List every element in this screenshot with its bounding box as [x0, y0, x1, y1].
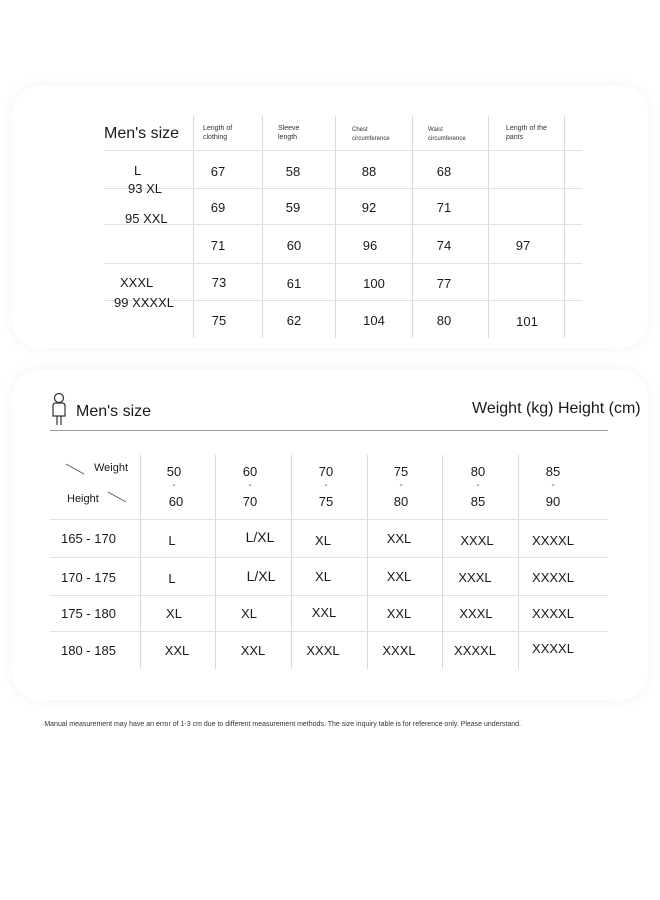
- table1-rule: [104, 150, 582, 151]
- size-label: 99 XXXXL: [114, 295, 174, 310]
- size-label: XXXL: [120, 275, 154, 290]
- header-length-clothing: Length of clothing: [203, 125, 233, 141]
- weight-sep: -: [551, 480, 555, 491]
- size-cell: XL: [315, 569, 331, 584]
- size-label: 93 XL: [128, 181, 162, 196]
- measurement-note: ·Manual measurement may have an error of 1-3 cm due to different measurement methods. The size inquiry table is for reference only. Please understand.: [42, 721, 521, 728]
- table1-cell: 67: [210, 164, 226, 179]
- table1-cell: 96: [362, 238, 378, 253]
- size-cell: XXXL: [306, 643, 340, 658]
- table1-cell: 104: [363, 313, 385, 328]
- size-cell: XL: [315, 533, 331, 548]
- table1-cell: 75: [211, 313, 227, 328]
- size-cell: XXL: [386, 531, 412, 546]
- table2-divider: [367, 455, 368, 669]
- size-cell: XXXXL: [532, 570, 574, 585]
- corner-diagonal: [64, 462, 128, 504]
- size-cell: XXXXL: [454, 643, 496, 658]
- weight-to: 85: [470, 494, 486, 509]
- weight-sep: -: [476, 480, 480, 491]
- height-range: 175 - 180: [61, 606, 116, 621]
- table2-rule: [50, 557, 608, 558]
- table1-cell: 58: [285, 164, 301, 179]
- header-pants-length: Length of the pants: [506, 125, 547, 141]
- size-cell: XXXL: [460, 533, 494, 548]
- weight-sep: -: [248, 480, 252, 491]
- weight-to: 80: [393, 494, 409, 509]
- height-range: 180 - 185: [61, 643, 116, 658]
- size-cell: XL: [241, 606, 257, 621]
- size-cell: L: [168, 571, 176, 586]
- table1-cell: 97: [515, 238, 531, 253]
- table1-cell: 59: [285, 200, 301, 215]
- table2-divider: [215, 455, 216, 669]
- height-range: 165 - 170: [61, 531, 116, 546]
- table1-title: Men's size: [104, 125, 180, 142]
- table2-divider: [442, 455, 443, 669]
- table1-cell: 77: [436, 276, 452, 291]
- corner-height-label: Height: [67, 493, 99, 505]
- table2-rule: [50, 631, 608, 632]
- size-cell: L: [168, 533, 176, 548]
- table2-rule: [50, 519, 608, 520]
- weight-from: 85: [545, 464, 561, 479]
- table2-divider: [291, 455, 292, 669]
- size-cell: XXL: [386, 606, 412, 621]
- table1-rule: [104, 263, 582, 264]
- weight-to: 90: [545, 494, 561, 509]
- size-cell: XXL: [164, 643, 190, 658]
- size-cell: XXXXL: [532, 606, 574, 621]
- table1-cell: 60: [286, 238, 302, 253]
- size-cell: L/XL: [246, 568, 276, 584]
- table1-cell: 88: [361, 164, 377, 179]
- table1-cell: 62: [286, 313, 302, 328]
- table1-cell: 100: [363, 276, 385, 291]
- size-cell: XXXL: [382, 643, 416, 658]
- table2-divider: [518, 455, 519, 669]
- weight-from: 60: [242, 464, 258, 479]
- size-cell: XXXL: [458, 570, 492, 585]
- title-underline: [50, 430, 608, 431]
- size-label: 95 XXL: [125, 211, 168, 226]
- size-cell: XXL: [311, 605, 337, 620]
- size-cell: XXXXL: [532, 533, 574, 548]
- table1-rule: [104, 188, 582, 189]
- weight-from: 70: [318, 464, 334, 479]
- size-cell: XL: [166, 606, 182, 621]
- header-sleeve-length: Sleeve length: [278, 125, 300, 141]
- weight-to: 60: [168, 494, 184, 509]
- size-cell: XXXXL: [532, 641, 574, 656]
- table1-rule: [104, 224, 582, 225]
- weight-from: 80: [470, 464, 486, 479]
- weight-to: 75: [318, 494, 334, 509]
- corner-weight-label: Weight: [94, 462, 129, 474]
- weight-sep: -: [172, 480, 176, 491]
- table1-cell: 69: [210, 200, 226, 215]
- header-chest: Chest circumference: [352, 127, 390, 142]
- table2-right-title: Weight (kg) Height (cm): [472, 400, 641, 417]
- weight-from: 50: [166, 464, 182, 479]
- table1-cell: 80: [436, 313, 452, 328]
- size-cell: XXL: [386, 569, 412, 584]
- table1-cell: 61: [286, 276, 302, 291]
- table2-divider: [140, 455, 141, 669]
- size-label: L: [134, 163, 142, 178]
- table1-cell: 74: [436, 238, 452, 253]
- weight-sep: -: [399, 480, 403, 491]
- table1-cell: 71: [210, 238, 226, 253]
- weight-sep: -: [324, 480, 328, 491]
- table1-rule: [104, 300, 582, 301]
- table2-rule: [50, 595, 608, 596]
- table1-cell: 73: [211, 275, 227, 290]
- table1-cell: 92: [361, 200, 377, 215]
- weight-to: 70: [242, 494, 258, 509]
- size-cell: XXXL: [459, 606, 493, 621]
- table1-cell: 71: [436, 200, 452, 215]
- table1-cell: 101: [516, 314, 538, 329]
- weight-from: 75: [393, 464, 409, 479]
- size-cell: XXL: [240, 643, 266, 658]
- table2-title: Men's size: [76, 403, 152, 420]
- header-waist: Waist circumference: [428, 127, 466, 142]
- table1-cell: 68: [436, 164, 452, 179]
- person-outline-icon: [50, 392, 68, 428]
- size-cell: L/XL: [245, 529, 275, 545]
- height-range: 170 - 175: [61, 570, 116, 585]
